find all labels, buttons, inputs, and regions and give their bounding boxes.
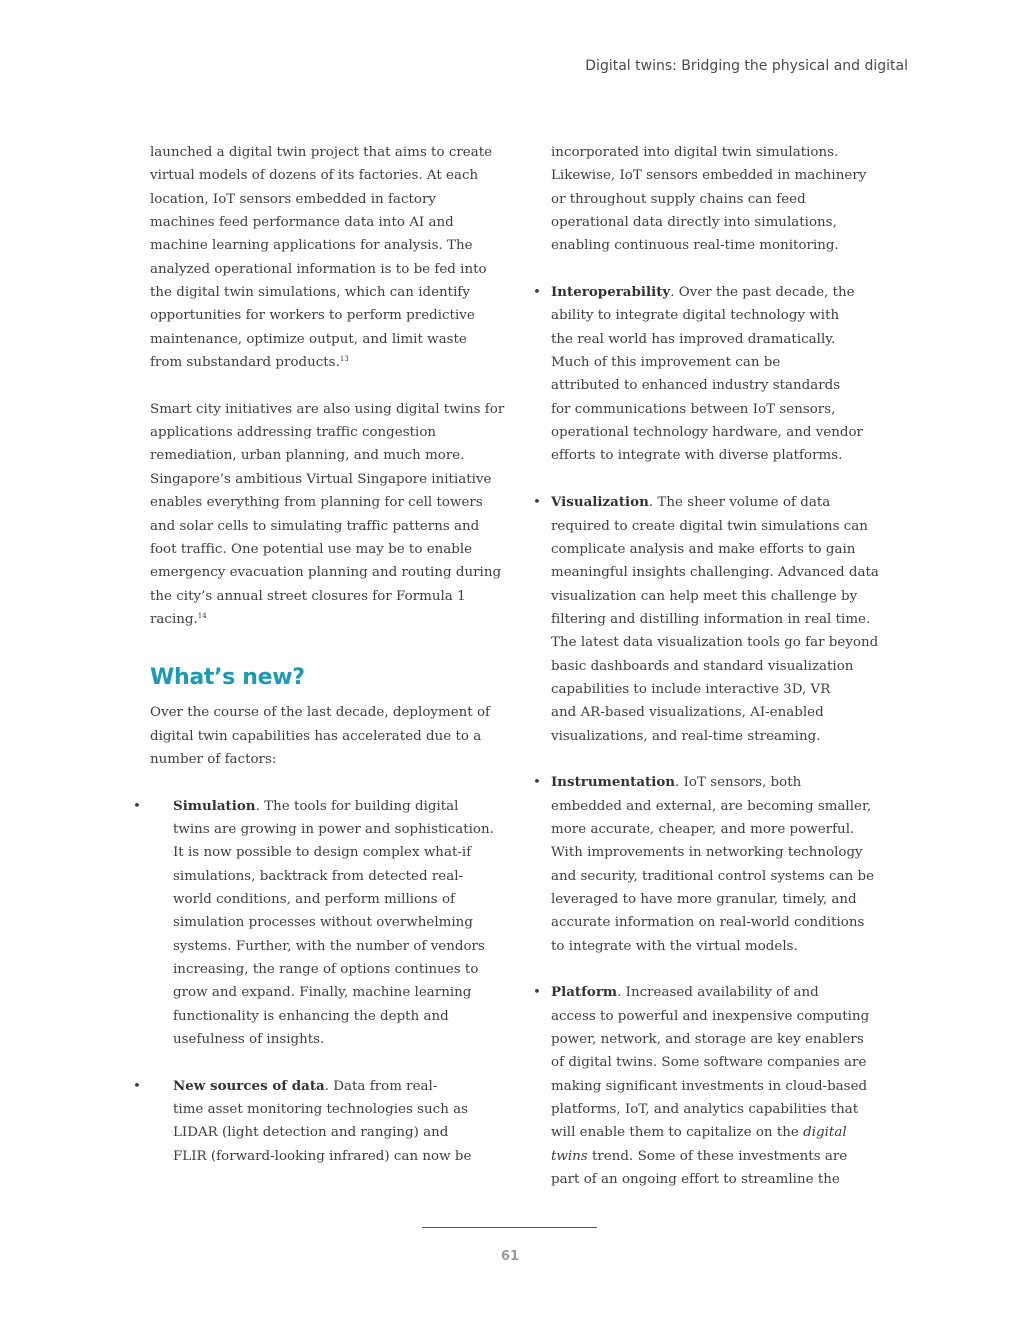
text-line: With improvements in networking technology (551, 845, 863, 861)
text-line: for communications between IoT sensors, (551, 401, 836, 417)
paragraph-smart-city (150, 398, 505, 631)
text-line: incorporated into digital twin simulations. (551, 145, 839, 160)
footer-divider (422, 1227, 597, 1228)
text-line: basic dashboards and standard visualization (551, 658, 854, 674)
right-column (533, 141, 879, 1191)
text-line: virtual models of dozens of its factories. At each (150, 168, 479, 184)
text-line: grow and expand. Finally, machine learning (173, 985, 472, 1001)
text-line: FLIR (forward-looking infrared) can now be (173, 1148, 472, 1164)
text-line: functionality is enhancing the depth and (173, 1008, 449, 1024)
bullet-simulation: • Simulation. The tools for building digital twins are growing in power and sophistication. It is now possible to design complex what-if simulations, backtrack from detected real- world conditions, and perform millions of simulation processes without overwhelming systems. Further, with the number of vendors increasing, the range of options continues to grow and expand. Finally, machine learning functionality is enhancing the depth and usefulness of insights. (150, 795, 500, 1052)
italic-term: twins (551, 1148, 588, 1164)
text-line: leveraged to have more granular, timely, and (551, 892, 857, 907)
text-line: remediation, urban planning, and much more. (150, 448, 465, 464)
text-line: part of an ongoing effort to streamline the (551, 1172, 840, 1188)
text-line: usefulness of insights. (173, 1032, 325, 1048)
text-line: ability to integrate digital technology with (551, 308, 840, 324)
bullet-icon: • (133, 798, 141, 814)
bullet-new-sources-of-data: • New sources of data. Data from real- time asset monitoring technologies such as LIDAR (light detection and ranging) and FLIR (forward-looking infrared) can now be (150, 1075, 500, 1168)
text-line: racing.$^{14}$ (150, 611, 207, 627)
left-column (133, 141, 505, 1168)
text-line: making significant investments in cloud-based (551, 1078, 868, 1094)
text-line: will enable them to capitalize on the digital (551, 1125, 847, 1141)
text-line: time asset monitoring technologies such as (173, 1102, 469, 1118)
text-line: Over the course of the last decade, deployment of (150, 705, 491, 721)
text-line: enables everything from planning for cell towers (150, 495, 483, 511)
text-line: visualization can help meet this challenge by (551, 588, 858, 604)
text-line: foot traffic. One potential use may be to enable (150, 541, 473, 557)
text-line: from substandard products.$^{13}$ (150, 355, 349, 371)
bullet-title: Platform (551, 984, 618, 1001)
text-line: Smart city initiatives are also using digital twins for (150, 401, 505, 417)
text-line: and AR-based visualizations, AI-enabled (551, 705, 824, 721)
paragraph-intro (150, 701, 500, 771)
text-line: machine learning applications for analysis. The (150, 238, 473, 254)
text-line: analyzed operational information is to be fed into (150, 261, 487, 277)
text-line: increasing, the range of options continues to (173, 962, 479, 978)
text-line: meaningful insights challenging. Advanced data (551, 565, 879, 581)
text-line: enabling continuous real-time monitoring. (551, 238, 839, 254)
text-line: attributed to enhanced industry standards (551, 378, 841, 394)
text-line: embedded and external, are becoming smaller, (551, 798, 872, 814)
text-line: visualizations, and real-time streaming. (551, 728, 821, 744)
text-line: filtering and distilling information in real time. (551, 611, 871, 627)
bullet-title: Interoperability (551, 284, 671, 301)
text-line: applications addressing traffic congestion (150, 425, 437, 441)
bullet-icon: • (533, 285, 541, 301)
text-line: It is now possible to design complex what-if (173, 845, 472, 861)
text-line: emergency evacuation planning and routing during (150, 565, 502, 581)
text-line: digital twin capabilities has accelerated due to a (150, 728, 482, 744)
italic-term: digital (803, 1125, 847, 1141)
text-line: twins trend. Some of these investments are (551, 1148, 848, 1164)
paragraph-factories (150, 141, 500, 374)
text-line: platforms, IoT, and analytics capabilities that (551, 1102, 859, 1118)
text-line: launched a digital twin project that aims to create (150, 145, 493, 160)
text-line: more accurate, cheaper, and more powerful. (551, 821, 855, 837)
text-line: location, IoT sensors embedded in factory (150, 191, 436, 207)
text-line: Much of this improvement can be (551, 355, 781, 371)
footnote-ref-13[interactable]: 13 (339, 355, 349, 364)
bullet-instrumentation: • Instrumentation. IoT sensors, both embedded and external, are becoming smaller, more accurate, cheaper, and more powerful. With improvements in networking technology and security, traditional control systems can be leveraged to have more granular, timely, and accurate information on real-world conditions to integrate with the virtual models. (551, 771, 871, 958)
text-line: world conditions, and perform millions of (173, 892, 455, 907)
bullet-icon: • (533, 495, 541, 511)
text-line: accurate information on real-world conditions (551, 915, 865, 931)
bullet-title: Visualization (551, 494, 649, 511)
text-line: the digital twin simulations, which can identify (150, 285, 470, 301)
text-line: twins are growing in power and sophistication. (173, 821, 494, 837)
text-line: or throughout supply chains can feed (551, 191, 806, 207)
text-line: LIDAR (light detection and ranging) and (173, 1125, 449, 1141)
text-line: required to create digital twin simulations can (551, 518, 868, 534)
text-line: machines feed performance data into AI and (150, 215, 454, 231)
text-line: power, network, and storage are key enablers (551, 1032, 864, 1048)
text-line: access to powerful and inexpensive computing (551, 1008, 870, 1024)
text-line: Likewise, IoT sensors embedded in machinery (551, 168, 867, 184)
bullet-title: Simulation (173, 797, 256, 814)
text-line: the city’s annual street closures for Formula 1 (150, 588, 466, 604)
paragraph-continuation (551, 141, 871, 258)
bullet-icon: • (533, 775, 541, 791)
bullet-visualization: • Visualization. The sheer volume of data required to create digital twin simulations can complicate analysis and make efforts to gain meaningful insights challenging. Advanced data visualization can help meet this challenge by filtering and distilling information in real time. The latest data visualization tools go far beyond basic dashboards and standard visualization capabilities to include interactive 3D, VR and AR-based visualizations, AI-enabled visualizations, and real-time streaming. (551, 491, 871, 748)
text-line: maintenance, optimize output, and limit waste (150, 331, 467, 347)
text-line: simulations, backtrack from detected real- (173, 868, 464, 884)
text-line: operational technology hardware, and vendor (551, 425, 863, 441)
text-line: systems. Further, with the number of vendors (173, 938, 485, 954)
bullet-title: New sources of data (173, 1077, 325, 1094)
footnote-ref-14[interactable]: 14 (197, 611, 207, 620)
page-number: 61 (500, 1249, 520, 1264)
text-line: Singapore’s ambitious Virtual Singapore initiative (150, 471, 492, 487)
text-line: efforts to integrate with diverse platforms. (551, 448, 843, 464)
text-line: complicate analysis and make efforts to gain (551, 541, 856, 557)
running-header: Digital twins: Bridging the physical and digital (585, 58, 908, 74)
text-line: The latest data visualization tools go far beyond (551, 635, 879, 651)
text-line: simulation processes without overwhelming (173, 915, 473, 931)
bullet-platform: • Platform. Increased availability of and access to powerful and inexpensive computing power, network, and storage are key enablers of digital twins. Some software companies are making significant investments in cloud-based platforms, IoT, and analytics capabilities that will enable them to capitalize on the digital twins trend. Some of these investments are part of an ongoing effort to streamline the (551, 981, 871, 1191)
text-line: capabilities to include interactive 3D, VR (551, 681, 831, 697)
text-line: and solar cells to simulating traffic patterns and (150, 518, 480, 534)
bullet-icon: • (133, 1078, 141, 1094)
bullet-interoperability: • Interoperability. Over the past decade, the ability to integrate digital technology with the real world has improved dramatically. Much of this improvement can be attributed to enhanced industry standards for communications between IoT sensors, operational technology hardware, and vendor efforts to integrate with diverse platforms. (551, 281, 871, 468)
text-line: the real world has improved dramatically. (551, 331, 836, 347)
text-line: opportunities for workers to perform predictive (150, 308, 475, 324)
text-line: number of factors: (150, 751, 277, 767)
bullet-icon: • (533, 985, 541, 1001)
text-line: operational data directly into simulations, (551, 215, 837, 231)
text-line: and security, traditional control systems can be (551, 868, 875, 884)
text-line: to integrate with the virtual models. (551, 938, 798, 954)
bullet-title: Instrumentation (551, 774, 676, 791)
section-heading: What’s new? (150, 664, 305, 690)
text-line: of digital twins. Some software companies are (551, 1055, 867, 1071)
